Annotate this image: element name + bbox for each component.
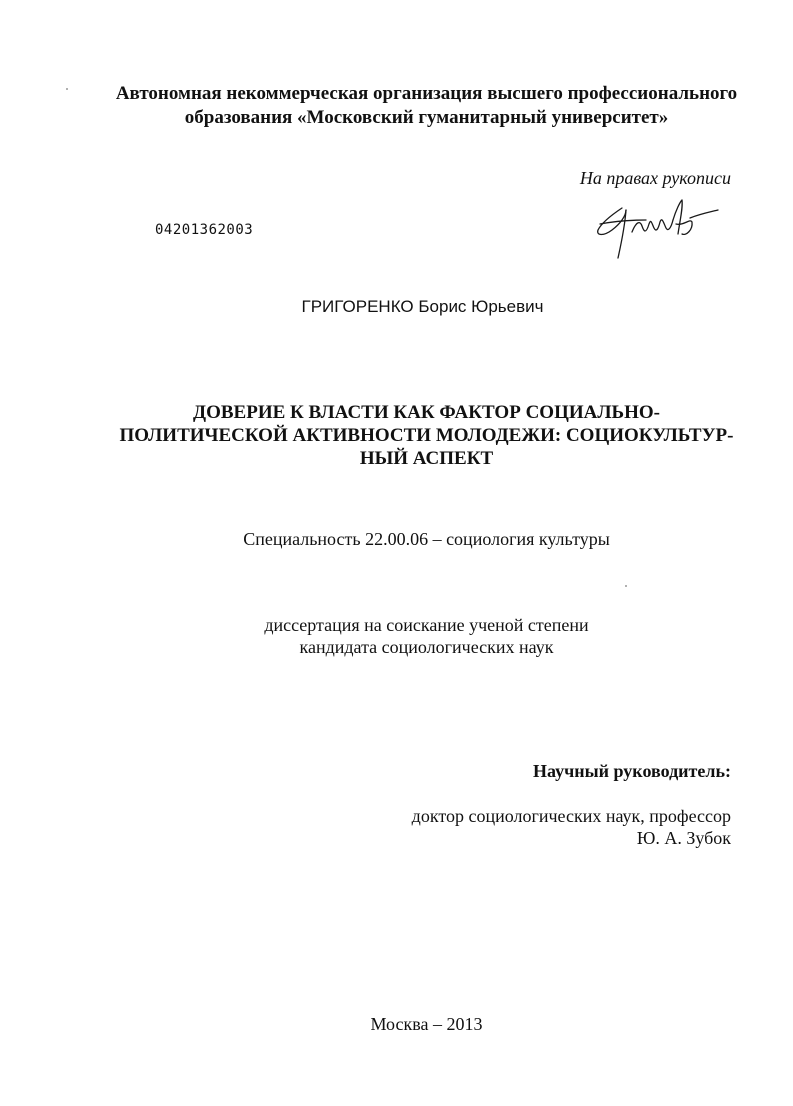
supervisor-details [412, 805, 731, 849]
supervisor-credentials: доктор социологических наук, профессор [411, 806, 731, 826]
dissertation-title [60, 401, 793, 470]
place-and-year: Москва – 2013 [370, 1014, 483, 1034]
manuscript-rights-note: На правах рукописи [579, 168, 731, 188]
supervisor-heading: Научный руководитель: [533, 761, 731, 781]
supervisor-name: Ю. А. Зубок [636, 828, 731, 848]
specialty-line: Специальность 22.00.06 – социология культуры [243, 529, 610, 549]
registration-number: 04201362003 [155, 222, 254, 238]
degree-line: диссертация на соискание ученой степени [264, 615, 589, 635]
handwritten-signature [592, 190, 720, 262]
degree-line: кандидата социологических наук [299, 637, 554, 657]
scan-speck [625, 585, 627, 587]
title-line: ПОЛИТИЧЕСКОЙ АКТИВНОСТИ МОЛОДЕЖИ: СОЦИОКУЛЬТУР- [119, 425, 734, 446]
author-surname: ГРИГОРЕНКО [301, 297, 414, 316]
degree-statement [60, 614, 793, 658]
author-given-names: Борис Юрьевич [418, 297, 544, 316]
institution-line: образования «Московский гуманитарный университет» [184, 107, 669, 128]
institution-line: Автономная некоммерческая организация высшего профессионального [115, 83, 738, 104]
author-name [0, 297, 793, 317]
title-line: НЫЙ АСПЕКТ [359, 448, 494, 469]
title-line: ДОВЕРИЕ К ВЛАСТИ КАК ФАКТОР СОЦИАЛЬНО- [193, 402, 660, 423]
institution-name [60, 82, 793, 130]
